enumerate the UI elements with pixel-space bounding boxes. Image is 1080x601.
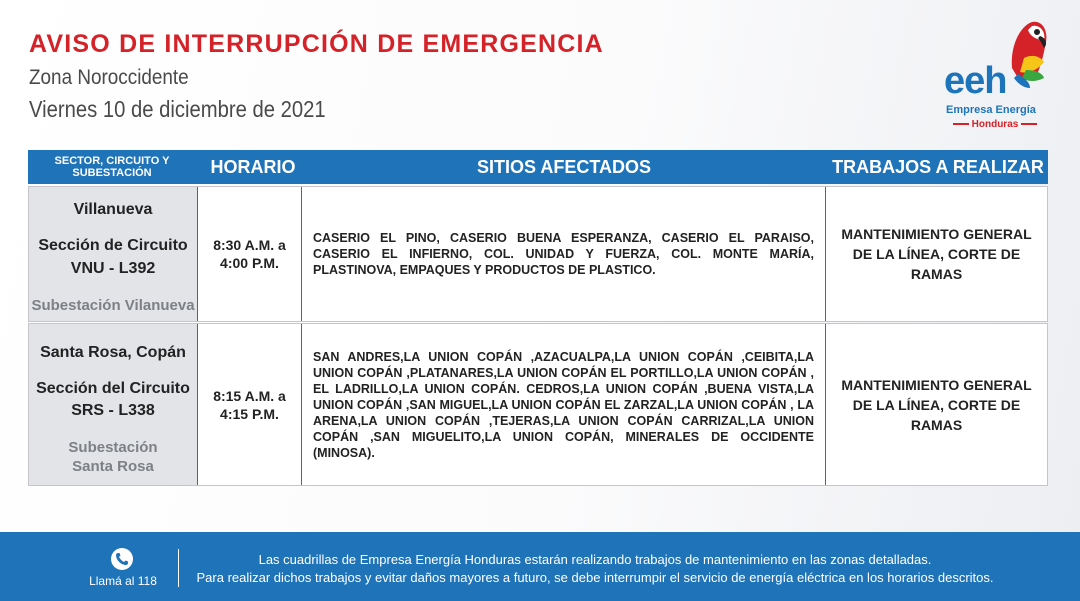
footer-line-2: Para realizar dichos trabajos y evitar daños mayores a futuro, se debe interrumpir el servicio de energía eléctrica en los horarios descritos. <box>196 570 994 585</box>
header-sitios: SITIOS AFECTADOS <box>476 156 651 177</box>
header-sector: SECTOR, CIRCUITO Y SUBESTACIÓN <box>54 155 170 179</box>
circuit-code: VNU - L392 <box>70 260 156 277</box>
sector-name: Santa Rosa, Copán <box>40 344 186 361</box>
table-row <box>28 323 1048 486</box>
phone-label: Llamá al 118 <box>89 574 157 588</box>
footer-line-1: Las cuadrillas de Empresa Energía Honduras estarán realizando trabajos de mantenimiento en las zonas detalladas. <box>258 552 932 567</box>
trabajos-cell <box>825 187 1047 321</box>
phone-glyph-icon <box>111 548 133 570</box>
logo-country-label: Honduras <box>971 119 1019 130</box>
works-text: MANTENIMIENTO GENERAL DE LA LÍNEA, CORTE DE RAMAS <box>841 376 1032 433</box>
substation-name: Subestación Vilanueva <box>31 297 195 314</box>
footer-divider <box>178 549 179 587</box>
substation-label: Subestación <box>68 439 158 456</box>
logo-country <box>940 119 1050 130</box>
sector-name: Villanueva <box>73 201 153 218</box>
notice-date: Viernes 10 de diciembre de 2021 <box>29 96 326 122</box>
schedule-text: 8:15 A.M. a 4:15 P.M. <box>213 387 286 422</box>
table-header <box>28 150 1048 184</box>
header-horario: HORARIO <box>210 156 296 177</box>
logo-wordmark: eeh <box>944 60 1007 102</box>
affected-sites-text: SAN ANDRES,LA UNION COPÁN ,AZACUALPA,LA UNION COPÁN ,CEIBITA,LA UNION COPÁN ,PLATANARES,LA UNION COPÁN EL PORTILLO,LA UNION COPÁN , EL LADRILLO,LA UNION COPÁN. CEDROS,LA UNION COPÁN ,BUENA VISTA,LA UNION COPÁN ,SAN MIGUEL,LA UNION COPÁN EL ZARZAL,LA UNION COPÁN , LA ARENA,LA UNION COPÁN ,TEJERAS,LA UNION COPÁN CARRIZAL,LA UNION COPÁN ,SAN MIGUELITO,LA UNION COPÁN, MINERALES DE OCCIDENTE (MINOSA). <box>313 349 814 460</box>
trabajos-cell <box>825 324 1047 485</box>
sitios-cell <box>301 187 825 321</box>
circuit-label: Sección del Circuito <box>36 380 190 397</box>
circuit-label: Sección de Circuito <box>38 237 188 254</box>
notice-title: AVISO DE INTERRUPCIÓN DE EMERGENCIA <box>29 30 604 58</box>
works-text: MANTENIMIENTO GENERAL DE LA LÍNEA, CORTE DE RAMAS <box>841 226 1032 282</box>
eeh-logo <box>940 18 1052 130</box>
table-row <box>28 186 1048 322</box>
schedule-text: 8:30 A.M. a 4:00 P.M. <box>213 237 286 271</box>
footer-bar <box>0 532 1080 601</box>
circuit-code: SRS - L338 <box>71 402 155 419</box>
header-trabajos: TRABAJOS A REALIZAR <box>832 156 1044 177</box>
substation-name: Santa Rosa <box>72 458 154 475</box>
horario-cell <box>197 324 301 485</box>
sitios-cell <box>301 324 825 485</box>
sector-cell <box>29 324 197 485</box>
sector-cell <box>29 187 197 321</box>
affected-sites-text: CASERIO EL PINO, CASERIO BUENA ESPERANZA, CASERIO EL PARAISO, CASERIO EL INFIERNO, COL. UNIDAD Y FUERZA, COL. MONTE MARÍA, PLASTINOVA, EMPAQUES Y PRODUCTOS DE PLASTICO. <box>313 231 814 277</box>
horario-cell <box>197 187 301 321</box>
phone-icon <box>111 548 133 570</box>
zone-label: Zona Noroccidente <box>29 66 189 89</box>
logo-company-name: Empresa Energía <box>946 104 1036 116</box>
